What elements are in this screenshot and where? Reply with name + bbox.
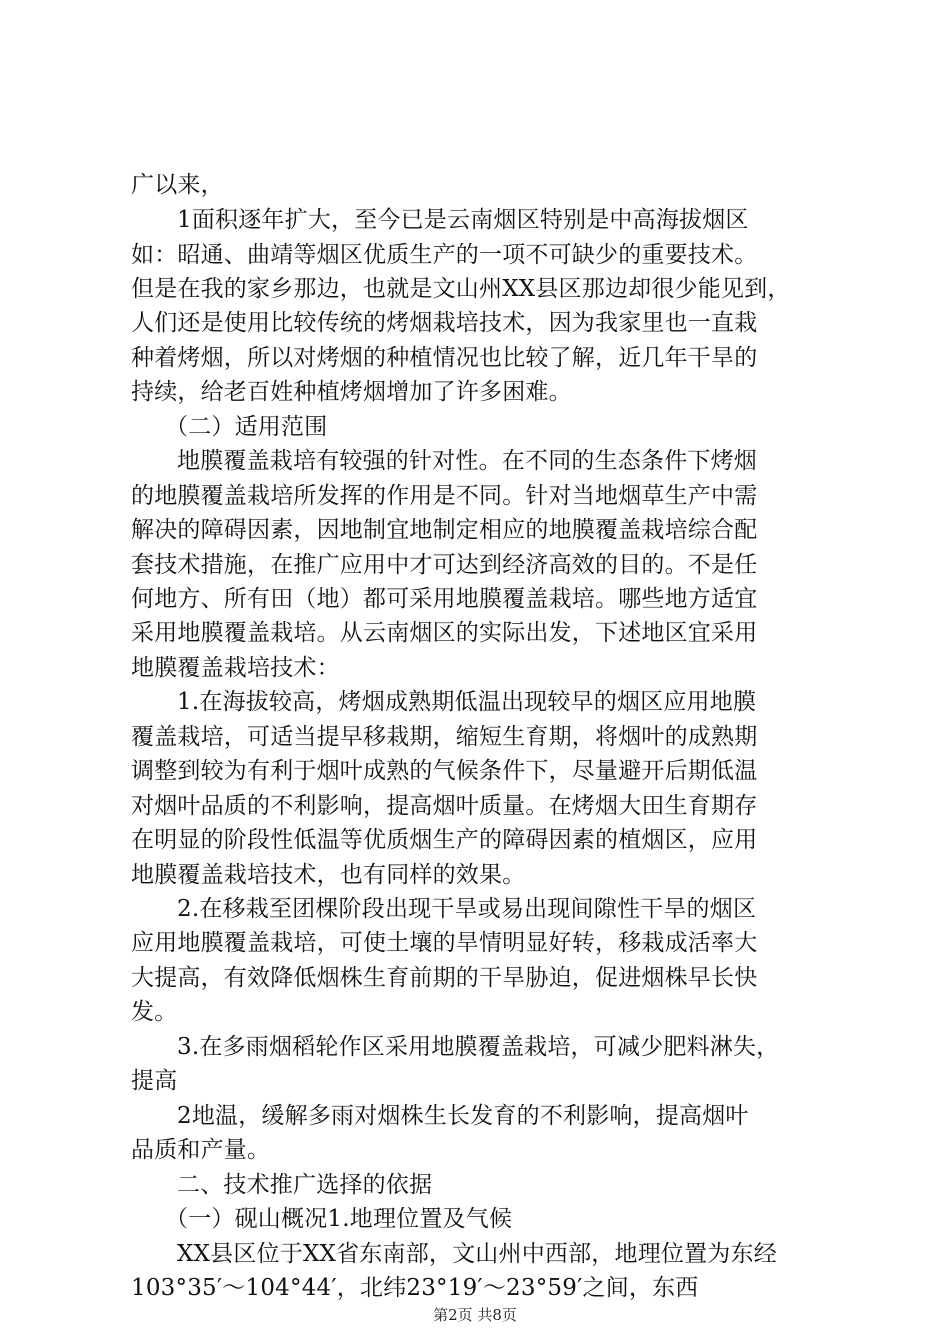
text-line: 在明显的阶段性低温等优质烟生产的障碍因素的植烟区，应用 xyxy=(131,827,758,853)
text-line: 但是在我的家乡那边，也就是文山州XX县区那边却很少能见到， xyxy=(131,276,791,302)
text-line: 解决的障碍因素，因地制宜地制定相应的地膜覆盖栽培综合配 xyxy=(131,517,758,543)
text-line: 调整到较为有利于烟叶成熟的气候条件下，尽量避开后期低温 xyxy=(131,758,758,784)
text-line: 广以来， xyxy=(131,172,224,198)
text-line: 发。 xyxy=(131,999,178,1025)
text-line: XX县区位于XX省东南部，文山州中西部，地理位置为东经 xyxy=(177,1241,777,1267)
text-line: 地膜覆盖栽培技术： xyxy=(131,655,340,681)
text-line: 持续，给老百姓种植烤烟增加了许多困难。 xyxy=(131,379,572,405)
text-line: 套技术措施，在推广应用中才可达到经济高效的目的。不是任 xyxy=(131,552,758,578)
text-line: 应用地膜覆盖栽培，可使土壤的旱情明显好转，移栽成活率大 xyxy=(131,930,758,956)
text-line: 覆盖栽培，可适当提早移栽期，缩短生育期，将烟叶的成熟期 xyxy=(131,724,758,750)
text-line: 1.在海拔较高，烤烟成熟期低温出现较早的烟区应用地膜 xyxy=(177,689,757,715)
text-line: 人们还是使用比较传统的烤烟栽培技术，因为我家里也一直栽 xyxy=(131,310,758,336)
text-line: 2地温，缓解多雨对烟株生长发育的不利影响，提高烟叶 xyxy=(177,1103,749,1129)
text-line: 大提高，有效降低烟株生育前期的干旱胁迫，促进烟株早长快 xyxy=(131,965,758,991)
text-line: 的地膜覆盖栽培所发挥的作用是不同。针对当地烟草生产中需 xyxy=(131,483,758,509)
text-line: 2.在移栽至团棵阶段出现干旱或易出现间隙性干旱的烟区 xyxy=(177,896,757,922)
text-line: 3.在多雨烟稻轮作区采用地膜覆盖栽培，可减少肥料淋失， xyxy=(177,1034,780,1060)
text-line: 种着烤烟，所以对烤烟的种植情况也比较了解，近几年干旱的 xyxy=(131,345,758,371)
text-line: 品质和产量。 xyxy=(131,1137,271,1163)
section-heading: （一）砚山概况1.地理位置及气候 xyxy=(165,1206,513,1232)
text-line: 何地方、所有田（地）都可采用地膜覆盖栽培。哪些地方适宜 xyxy=(131,586,758,612)
page-footer: 第2页 共8页 xyxy=(433,1306,517,1324)
text-line: 地膜覆盖栽培技术，也有同样的效果。 xyxy=(131,862,526,888)
text-line: 如：昭通、曲靖等烟区优质生产的一项不可缺少的重要技术。 xyxy=(131,242,758,268)
section-heading: 二、技术推广选择的依据 xyxy=(177,1172,433,1198)
text-line: 对烟叶品质的不利影响，提高烟叶质量。在烤烟大田生育期存 xyxy=(131,793,758,819)
text-line: 提高 xyxy=(131,1068,178,1094)
text-line: 地膜覆盖栽培有较强的针对性。在不同的生态条件下烤烟 xyxy=(177,448,757,474)
text-line: 采用地膜覆盖栽培。从云南烟区的实际出发，下述地区宜采用 xyxy=(131,620,758,646)
text-line: 103°35′～104°44′，北纬23°19′～23°59′之间，东西 xyxy=(131,1275,699,1301)
text-line: 1面积逐年扩大，至今已是云南烟区特别是中高海拔烟区 xyxy=(177,207,749,233)
section-heading: （二）适用范围 xyxy=(165,414,328,440)
